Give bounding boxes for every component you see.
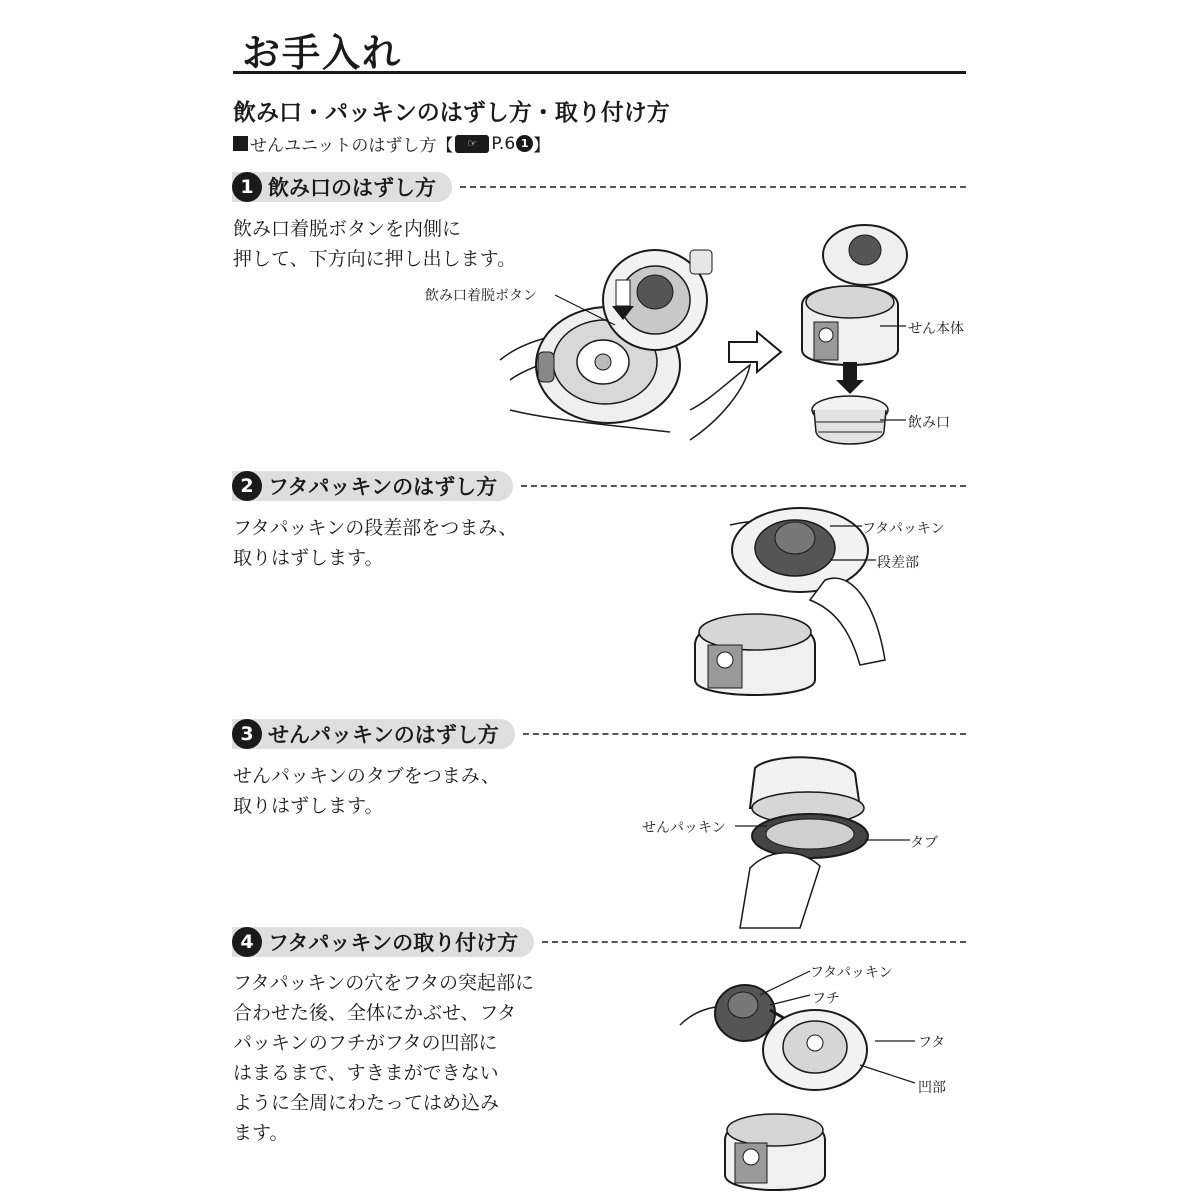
- step-4-header: [232, 927, 966, 957]
- callout-packing: フタパッキン: [862, 521, 945, 537]
- callout-step-part: 段差部: [877, 555, 919, 571]
- reference-line: せんユニットのはずし方 【 ☞ P.6 1 】: [233, 131, 550, 156]
- callout-button: 飲み口着脱ボタン: [425, 288, 537, 304]
- callout-body: せん本体: [908, 321, 964, 337]
- step-2-header: [232, 471, 966, 501]
- dashed-divider: [521, 485, 966, 487]
- dashed-divider: [523, 733, 966, 735]
- step-2-text: フタパッキンの段差部をつまみ、 取りはずします。: [233, 517, 518, 569]
- reference-text: せんユニットのはずし方: [250, 136, 437, 156]
- step-3-text: せんパッキンのタブをつまみ、 取りはずします。: [233, 765, 500, 817]
- reference-step-number: 1: [516, 135, 533, 152]
- callout-packing: フタパッキン: [810, 965, 893, 981]
- title-divider: [233, 71, 966, 74]
- step-2-number: 2: [232, 471, 262, 501]
- step-1-header: [232, 172, 966, 202]
- callout-recess: 凹部: [918, 1080, 946, 1096]
- step-1-title: 飲み口のはずし方: [268, 176, 436, 200]
- step-1-number: 1: [232, 172, 262, 202]
- dashed-divider: [460, 186, 966, 188]
- page-title: お手入れ: [242, 31, 403, 75]
- step-2-title: フタパッキンのはずし方: [268, 475, 498, 499]
- section-subtitle: 飲み口・パッキンのはずし方・取り付け方: [233, 100, 670, 126]
- dashed-divider: [542, 941, 966, 943]
- callout-mouthpiece: 飲み口: [908, 415, 950, 431]
- step-3-title: せんパッキンのはずし方: [268, 723, 499, 747]
- callout-rim: フチ: [812, 991, 840, 1007]
- step-4-text: フタパッキンの穴をフタの突起部に 合わせた後、全体にかぶせ、フタ パッキンのフチがフタの凹部に はまるまで、すきまができない ように全周にわたってはめ込み ます。: [233, 972, 534, 1144]
- callout-tab: タブ: [910, 835, 938, 851]
- callout-lines: [735, 820, 915, 850]
- step-4-title: フタパッキンの取り付け方: [268, 931, 519, 955]
- step-3-header: [232, 719, 966, 749]
- callout-lines: [880, 320, 910, 430]
- step-3-number: 3: [232, 719, 262, 749]
- callout-lid: フタ: [918, 1035, 946, 1051]
- outline-right-arrow-icon: [727, 330, 783, 374]
- step-1-text: 飲み口着脱ボタンを内側に 押して、下方向に押し出します。: [233, 218, 517, 270]
- black-square-icon: [233, 136, 248, 151]
- step-4-number: 4: [232, 927, 262, 957]
- pointing-hand-icon: ☞: [455, 135, 489, 153]
- callout-lines: [760, 965, 920, 1090]
- callout-packing: せんパッキン: [642, 820, 726, 836]
- reference-page: P.6: [491, 133, 516, 154]
- callout-line: [545, 290, 625, 330]
